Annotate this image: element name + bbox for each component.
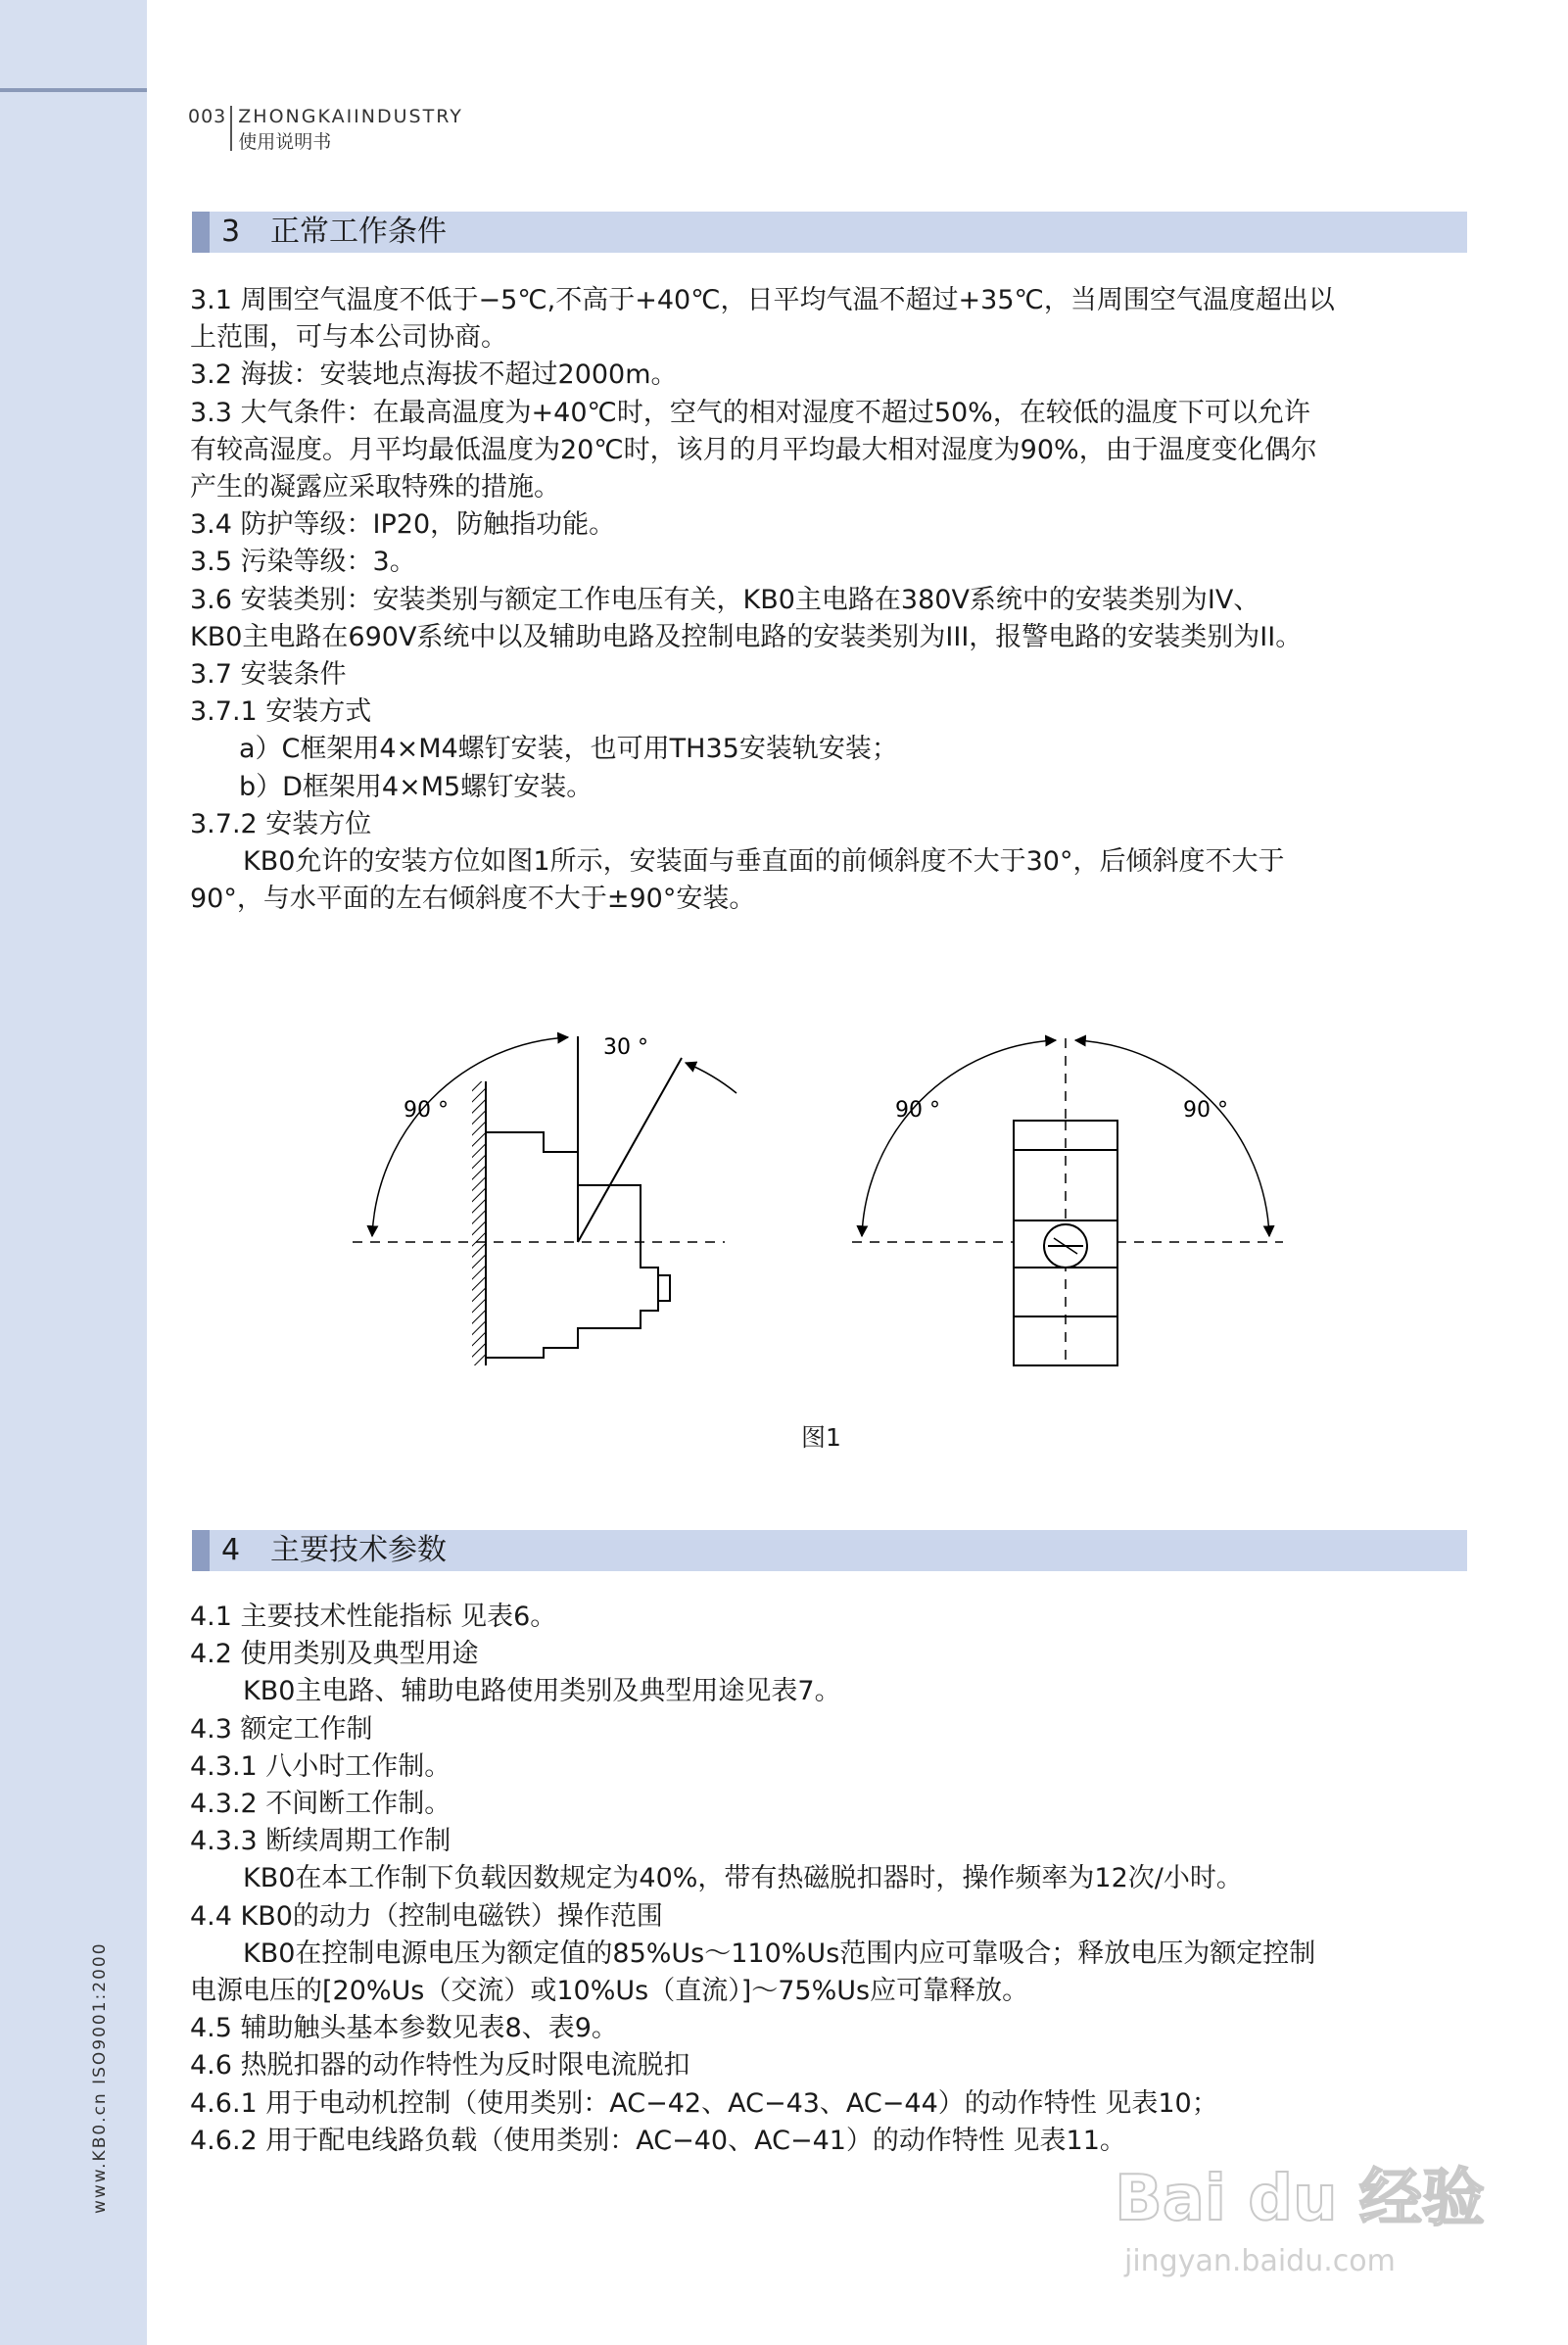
label-90-mid: 90 °	[895, 1098, 940, 1123]
text-line: 4.2 使用类别及典型用途	[190, 1639, 479, 1670]
section-4-number: 4	[221, 1533, 241, 1567]
sidebar-rule	[0, 88, 147, 92]
text-line: 4.4 KB0的动力（控制电磁铁）操作范围	[190, 1900, 663, 1932]
text-line: 产生的凝露应采取特殊的措施。	[190, 472, 560, 503]
text-line: 4.5 辅助触头基本参数见表8、表9。	[190, 2013, 618, 2044]
text-line: 3.1 周围空气温度不低于−5℃,不高于+40℃，日平均气温不超过+35℃，当周围空气温度超出以	[190, 285, 1335, 315]
label-30: 30 °	[603, 1035, 648, 1060]
watermark-url: jingyan.baidu.com	[1124, 2244, 1396, 2278]
text-line: 3.6 安装类别：安装类别与额定工作电压有关，KB0主电路在380V系统中的安装类别为IV、	[190, 584, 1260, 615]
figure-caption: 图1	[801, 1423, 841, 1452]
text-line: 4.3.1 八小时工作制。	[190, 1750, 451, 1782]
device-outline	[486, 1132, 658, 1358]
header-divider	[230, 106, 232, 151]
company-name: ZHONGKAIINDUSTRY	[238, 106, 463, 127]
text-line: 4.3.3 断续周期工作制	[190, 1826, 451, 1857]
text-line: KB0在控制电源电压为额定值的85%Us～110%Us范围内应可靠吸合；释放电压为额定控制	[243, 1938, 1316, 1969]
text-line: b）D框架用4×M5螺钉安装。	[239, 771, 594, 802]
sidebar-website-iso: www.KB0.cn ISO9001:2000	[90, 1941, 110, 2214]
section-4-heading	[192, 1530, 1467, 1571]
text-line: 3.7.2 安装方位	[190, 808, 372, 839]
section-3-number: 3	[221, 215, 241, 249]
section-4-body	[190, 1599, 1483, 2160]
page-header	[188, 104, 463, 155]
text-line: 电源电压的[20%Us（交流）或10%Us（直流）]～75%Us应可靠释放。	[190, 1976, 1029, 2007]
watermark-logo: Bai du 经验	[1115, 2163, 1485, 2235]
text-line: 4.3.2 不间断工作制。	[190, 1789, 451, 1820]
text-line: 3.2 海拔：安装地点海拔不超过2000m。	[190, 359, 678, 391]
wall-hatch	[472, 1081, 486, 1365]
doc-type: 使用说明书	[238, 131, 332, 153]
text-line: 90°，与水平面的左右倾斜度不大于±90°安装。	[190, 884, 756, 915]
baidu-watermark	[1105, 2145, 1497, 2282]
text-line: KB0主电路在690V系统中以及辅助电路及控制电路的安装类别为III，报警电路的安装类别为II。	[190, 621, 1303, 652]
text-line: 4.1 主要技术性能指标 见表6。	[190, 1602, 557, 1632]
label-90-left: 90 °	[404, 1098, 449, 1123]
text-line: 4.6 热脱扣器的动作特性为反时限电流脱扣	[190, 2050, 690, 2082]
text-line: a）C框架用4×M4螺钉安装，也可用TH35安装轨安装；	[239, 734, 898, 765]
text-line: 3.4 防护等级：IP20，防触指功能。	[190, 509, 616, 541]
text-line: 3.5 污染等级：3。	[190, 547, 416, 578]
label-90-right: 90 °	[1183, 1098, 1228, 1123]
text-line: 4.3 额定工作制	[190, 1713, 373, 1745]
section-3-body	[190, 282, 1483, 918]
text-line: 有较高湿度。月平均最低温度为20℃时，该月的月平均最大相对湿度为90%，由于温度变化偶尔	[190, 434, 1317, 465]
text-line: 3.3 大气条件：在最高温度为+40℃时，空气的相对湿度不超过50%，在较低的温度下可以允许	[190, 397, 1310, 428]
section-3-heading	[192, 212, 1467, 253]
device-shaft	[658, 1275, 670, 1301]
side-view-diagram	[353, 1035, 736, 1365]
text-line: KB0主电路、辅助电路使用类别及典型用途见表7。	[243, 1676, 841, 1707]
text-line: 3.7 安装条件	[190, 659, 347, 691]
arc-30	[686, 1063, 736, 1093]
text-line: KB0允许的安装方位如图1所示，安装面与垂直面的前倾斜度不大于30°，后倾斜度不大于	[243, 846, 1285, 878]
arc-90-left	[372, 1037, 568, 1236]
tilt-30-line	[578, 1058, 682, 1242]
text-line: 4.6.2 用于配电线路负载（使用类别：AC−40、AC−41）的动作特性 见表11。	[190, 2125, 1126, 2156]
text-line: 上范围，可与本公司协商。	[190, 322, 507, 354]
page-number: 003	[188, 106, 227, 127]
text-line: 3.7.1 安装方式	[190, 696, 372, 728]
text-line: KB0在本工作制下负载因数规定为40%，带有热磁脱扣器时，操作频率为12次/小时。	[243, 1863, 1243, 1894]
text-line: 4.6.1 用于电动机控制（使用类别：AC−42、AC−43、AC−44）的动作特性 见表10；	[190, 2087, 1218, 2119]
left-sidebar	[0, 0, 147, 2345]
section-3-title: 正常工作条件	[270, 215, 447, 249]
front-view-diagram	[852, 1038, 1283, 1365]
section-4-title: 主要技术参数	[270, 1533, 447, 1567]
mounting-orientation-figure	[333, 1019, 1312, 1391]
